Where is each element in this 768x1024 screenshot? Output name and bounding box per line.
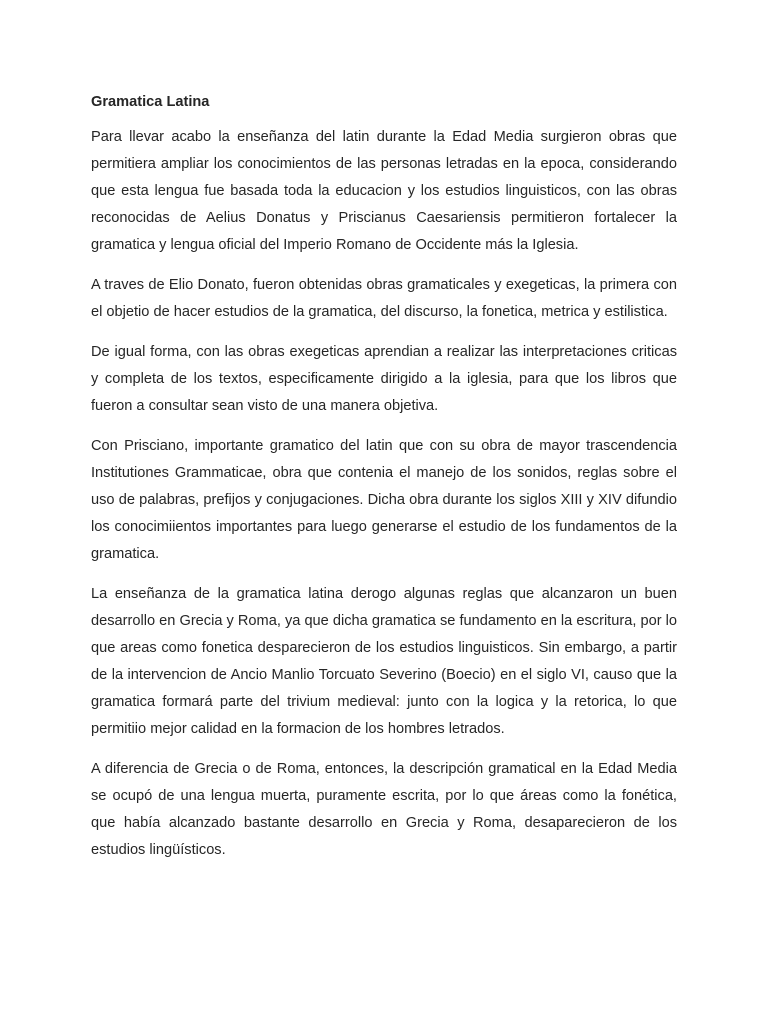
paragraph-2: A traves de Elio Donato, fueron obtenidas obras gramaticales y exegeticas, la primera con el objetio de hacer estudios de la gramatica, del discurso, la fonetica, metrica y estilistica. <box>91 277 677 320</box>
paragraph-6: A diferencia de Grecia o de Roma, entonces, la descripción gramatical en la Edad Media se ocupó de una lengua muerta, puramente escrita, por lo que áreas como la fonética, que había alcanzado bastante desarrollo en Grecia y Roma, desaparecieron de los estudios lingüísticos. <box>91 761 677 858</box>
document-body <box>91 92 677 877</box>
paragraph-3: De igual forma, con las obras exegeticas aprendian a realizar las interpretaciones criticas y completa de los textos, especificamente dirigido a la iglesia, para que los libros que fueron a consultar sean visto de una manera objetiva. <box>91 344 677 414</box>
document-title: Gramatica Latina <box>91 94 210 110</box>
paragraph-1: Para llevar acabo la enseñanza del latin durante la Edad Media surgieron obras que permitiera ampliar los conocimientos de las personas letradas en la epoca, considerando que esta lengua fue basada toda la educacion y los estudios linguisticos, con las obras reconocidas de Aelius Donatus y Priscianus Caesariensis permitieron fortalecer la gramatica y lengua oficial del Imperio Romano de Occidente más la Iglesia. <box>91 129 677 253</box>
paragraph-5: La enseñanza de la gramatica latina derogo algunas reglas que alcanzaron un buen desarrollo en Grecia y Roma, ya que dicha gramatica se fundamento en la escritura, por lo que areas como fonetica desparecieron de los estudios linguisticos. Sin embargo, a partir de la intervencion de Ancio Manlio Torcuato Severino (Boecio) en el siglo VI, causo que la gramatica formará parte del trivium medieval: junto con la logica y la retorica, lo que permitiio mejor calidad en la formacion de los hombres letrados. <box>91 586 677 737</box>
paragraph-4: Con Prisciano, importante gramatico del latin que con su obra de mayor trascendencia Institutiones Grammaticae, obra que contenia el manejo de los sonidos, reglas sobre el uso de palabras, prefijos y conjugaciones. Dicha obra durante los siglos XIII y XIV difundio los conocimiientos importantes para luego generarse el estudio de los fundamentos de la gramatica. <box>91 438 677 562</box>
